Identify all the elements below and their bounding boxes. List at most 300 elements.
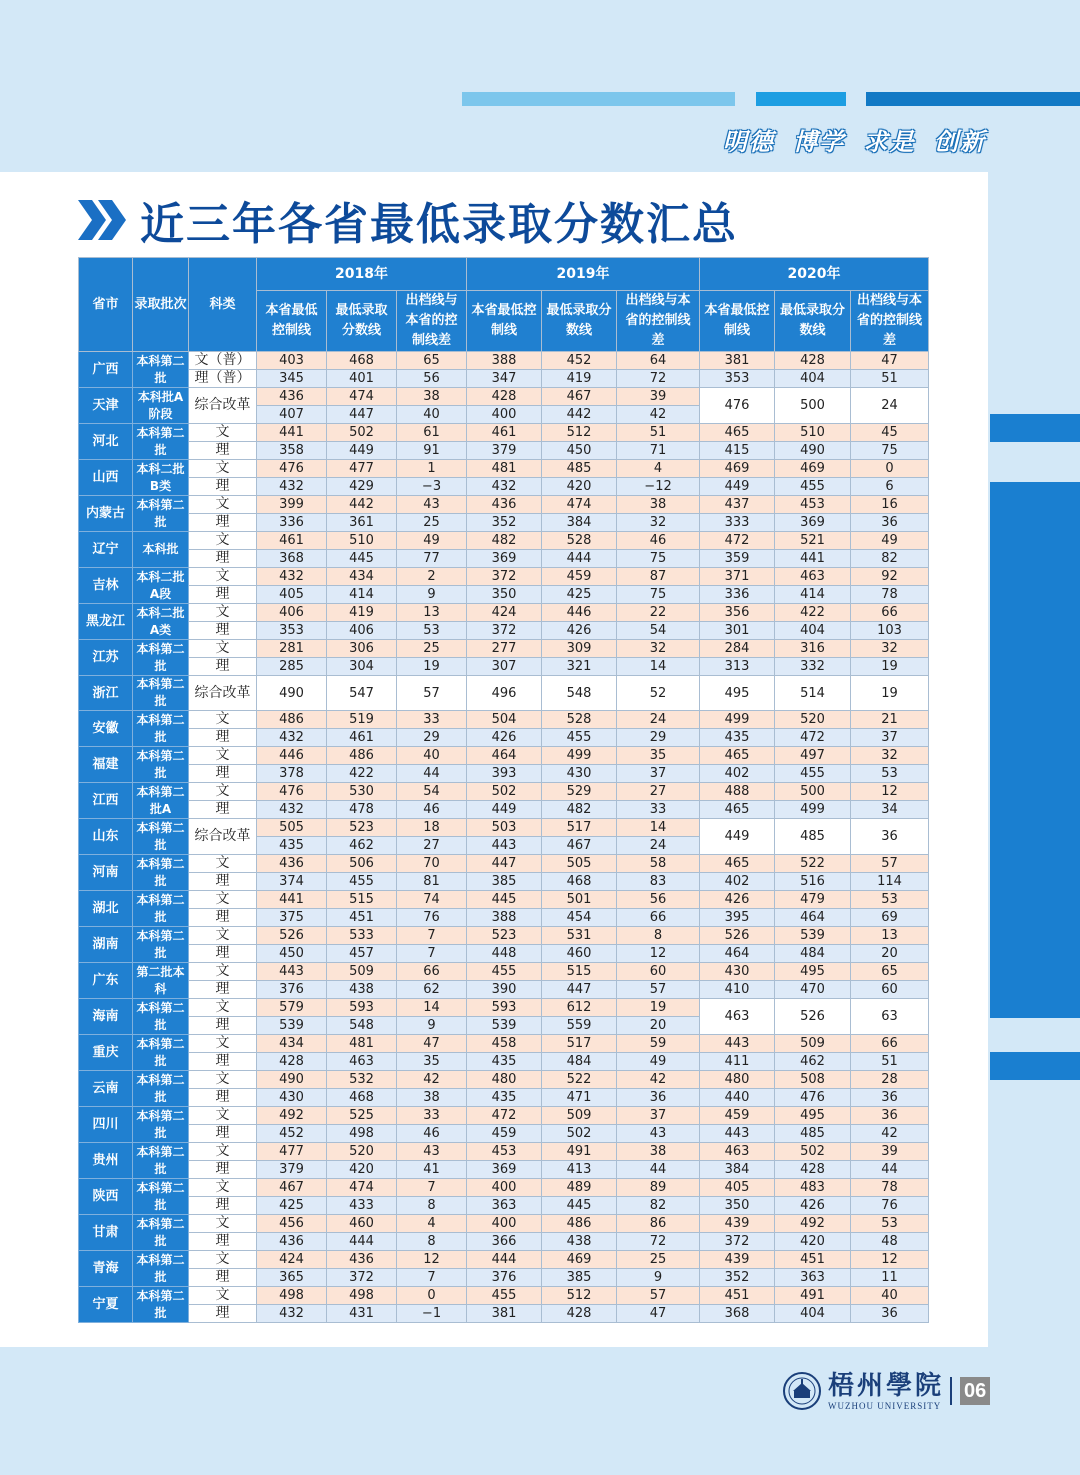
score-cell: 86 [617, 1215, 700, 1233]
score-cell: 21 [851, 711, 929, 729]
score-cell: 36 [851, 1305, 929, 1323]
score-cell: 19 [851, 658, 929, 676]
score-cell: 7 [397, 927, 467, 945]
table-row [79, 442, 929, 460]
score-cell: 0 [851, 460, 929, 478]
subject-cell: 综合改革 [189, 676, 257, 711]
score-cell: 53 [851, 1215, 929, 1233]
score-cell: 514 [775, 676, 851, 711]
score-cell: 428 [542, 1305, 617, 1323]
score-cell: 539 [775, 927, 851, 945]
score-cell: 444 [542, 550, 617, 568]
score-cell: 459 [542, 568, 617, 586]
score-cell: 4 [617, 460, 700, 478]
score-cell: 489 [542, 1179, 617, 1197]
score-cell: 436 [257, 388, 327, 406]
score-cell: 485 [542, 460, 617, 478]
province-cell: 山西 [79, 460, 133, 496]
score-cell: 411 [700, 1053, 775, 1071]
score-cell: 353 [700, 370, 775, 388]
score-cell: 447 [467, 855, 542, 873]
score-cell: 486 [257, 711, 327, 729]
score-cell: 455 [775, 765, 851, 783]
score-cell: 432 [257, 568, 327, 586]
score-cell: 435 [257, 837, 327, 855]
score-cell: 61 [397, 424, 467, 442]
score-cell: 7 [397, 945, 467, 963]
header-year-2019: 2019年 [467, 258, 700, 291]
score-cell: 13 [397, 604, 467, 622]
score-cell: 48 [851, 1233, 929, 1251]
score-cell: 332 [775, 658, 851, 676]
score-cell: 439 [700, 1215, 775, 1233]
table-row [79, 550, 929, 568]
score-cell: 515 [542, 963, 617, 981]
score-cell: 442 [327, 496, 397, 514]
table-row [79, 909, 929, 927]
score-cell: 56 [397, 370, 467, 388]
score-cell: 459 [700, 1107, 775, 1125]
subject-cell: 文 [189, 496, 257, 514]
score-cell: 333 [700, 514, 775, 532]
score-cell: 24 [617, 837, 700, 855]
score-cell: 459 [467, 1125, 542, 1143]
score-cell: 500 [775, 388, 851, 424]
score-cell: 390 [467, 981, 542, 999]
table-row [79, 352, 929, 370]
score-cell: 76 [397, 909, 467, 927]
score-cell: 57 [617, 981, 700, 999]
score-cell: 450 [542, 442, 617, 460]
score-cell: 70 [397, 855, 467, 873]
score-cell: 425 [257, 1197, 327, 1215]
subject-cell: 理（普） [189, 370, 257, 388]
batch-cell: 第二批本科 [133, 963, 189, 999]
score-cell: 368 [257, 550, 327, 568]
province-cell: 云南 [79, 1071, 133, 1107]
score-cell: 38 [397, 1089, 467, 1107]
score-cell: 502 [775, 1143, 851, 1161]
score-cell: 65 [397, 352, 467, 370]
table-row [79, 514, 929, 532]
province-cell: 天津 [79, 388, 133, 424]
score-cell: 456 [257, 1215, 327, 1233]
score-cell: 7 [397, 1269, 467, 1287]
score-cell: 548 [327, 1017, 397, 1035]
score-cell: 20 [851, 945, 929, 963]
score-cell: 43 [397, 1143, 467, 1161]
province-cell: 山东 [79, 819, 133, 855]
batch-cell: 本科第二批 [133, 424, 189, 460]
score-cell: 309 [542, 640, 617, 658]
table-row [79, 586, 929, 604]
score-cell: 449 [327, 442, 397, 460]
score-cell: 45 [851, 424, 929, 442]
province-cell: 广东 [79, 963, 133, 999]
subject-cell: 理 [189, 478, 257, 496]
score-cell: 482 [467, 532, 542, 550]
score-cell: 463 [327, 1053, 397, 1071]
score-cell: 457 [327, 945, 397, 963]
score-cell: 426 [700, 891, 775, 909]
score-cell: 465 [700, 855, 775, 873]
score-cell: 40 [397, 747, 467, 765]
score-cell: 451 [775, 1251, 851, 1269]
score-cell: 46 [397, 801, 467, 819]
score-cell: 486 [327, 747, 397, 765]
score-cell: 430 [257, 1089, 327, 1107]
batch-cell: 本科第二批 [133, 891, 189, 927]
score-cell: 445 [467, 891, 542, 909]
score-cell: 476 [257, 783, 327, 801]
score-cell: 437 [700, 496, 775, 514]
score-cell: 424 [257, 1251, 327, 1269]
score-cell: 25 [397, 640, 467, 658]
score-cell: 434 [327, 568, 397, 586]
score-cell: 426 [775, 1197, 851, 1215]
subject-cell: 文 [189, 1035, 257, 1053]
score-cell: 365 [257, 1269, 327, 1287]
score-cell: 14 [617, 819, 700, 837]
subject-cell: 理 [189, 873, 257, 891]
score-cell: 313 [700, 658, 775, 676]
score-cell: 53 [397, 622, 467, 640]
table-row [79, 927, 929, 945]
table-row [79, 711, 929, 729]
score-cell: 352 [467, 514, 542, 532]
batch-cell: 本科第二批 [133, 1071, 189, 1107]
score-cell: 57 [617, 1287, 700, 1305]
subject-cell: 文（普） [189, 352, 257, 370]
score-cell: 372 [467, 622, 542, 640]
subject-cell: 理 [189, 729, 257, 747]
batch-cell: 本科第二批 [133, 1179, 189, 1215]
score-cell: 517 [542, 819, 617, 837]
batch-cell: 本科第二批 [133, 819, 189, 855]
score-cell: 434 [257, 1035, 327, 1053]
table-row [79, 873, 929, 891]
score-cell: 467 [542, 388, 617, 406]
score-cell: 439 [700, 1251, 775, 1269]
table-row [79, 568, 929, 586]
subject-cell: 文 [189, 927, 257, 945]
score-cell: 445 [327, 550, 397, 568]
score-cell: 420 [327, 1161, 397, 1179]
score-cell: 428 [257, 1053, 327, 1071]
score-cell: 285 [257, 658, 327, 676]
score-cell: 505 [257, 819, 327, 837]
subject-cell: 理 [189, 550, 257, 568]
university-emblem-icon [782, 1371, 822, 1411]
score-cell: 384 [542, 514, 617, 532]
score-cell: 33 [397, 711, 467, 729]
score-cell: 8 [397, 1197, 467, 1215]
batch-cell: 本科第二批 [133, 640, 189, 676]
score-cell: 526 [775, 999, 851, 1035]
score-cell: 376 [467, 1269, 542, 1287]
score-cell: 38 [617, 1143, 700, 1161]
title-block [78, 190, 738, 250]
logo-english-name: WUZHOU UNIVERSITY [828, 1401, 942, 1411]
subject-cell: 文 [189, 424, 257, 442]
header-year-2020: 2020年 [700, 258, 929, 291]
score-cell: 593 [327, 999, 397, 1017]
score-cell: 13 [851, 927, 929, 945]
score-cell: 47 [617, 1305, 700, 1323]
score-cell: 440 [700, 1089, 775, 1107]
score-cell: 488 [700, 783, 775, 801]
score-cell: 388 [467, 352, 542, 370]
score-cell: 499 [775, 801, 851, 819]
subheader-2019-min-score: 最低录取分数线 [542, 291, 617, 352]
table-row [79, 765, 929, 783]
score-cell: 369 [467, 550, 542, 568]
subject-cell: 文 [189, 640, 257, 658]
score-cell: 548 [542, 676, 617, 711]
province-cell: 贵州 [79, 1143, 133, 1179]
score-cell: 472 [467, 1107, 542, 1125]
score-cell: 495 [775, 1107, 851, 1125]
subheader-2018-min-score: 最低录取分数线 [327, 291, 397, 352]
score-cell: 451 [700, 1287, 775, 1305]
score-cell: 579 [257, 999, 327, 1017]
batch-cell: 本科批A阶段 [133, 388, 189, 424]
batch-cell: 本科第二批 [133, 676, 189, 711]
subject-cell: 理 [189, 1233, 257, 1251]
score-cell: 304 [327, 658, 397, 676]
score-cell: 443 [700, 1035, 775, 1053]
score-cell: 384 [700, 1161, 775, 1179]
score-cell: 36 [851, 1107, 929, 1125]
score-cell: 347 [467, 370, 542, 388]
batch-cell: 本科第二批 [133, 1035, 189, 1071]
table-row [79, 1071, 929, 1089]
batch-cell: 本科第二批 [133, 927, 189, 963]
score-cell: 66 [617, 909, 700, 927]
score-cell: 53 [851, 891, 929, 909]
score-cell: 41 [397, 1161, 467, 1179]
score-cell: 455 [542, 729, 617, 747]
score-cell: 523 [327, 819, 397, 837]
subject-cell: 文 [189, 1215, 257, 1233]
score-cell: 526 [700, 927, 775, 945]
header-province: 省市 [79, 258, 133, 352]
header-subject: 科类 [189, 258, 257, 352]
score-cell: 441 [775, 550, 851, 568]
score-cell: 474 [327, 388, 397, 406]
score-cell: 385 [542, 1269, 617, 1287]
subject-cell: 文 [189, 568, 257, 586]
score-cell: 66 [397, 963, 467, 981]
score-cell: 474 [327, 1179, 397, 1197]
score-cell: 432 [467, 478, 542, 496]
score-cell: 449 [700, 819, 775, 855]
score-cell: 496 [467, 676, 542, 711]
table-row [79, 1233, 929, 1251]
score-cell: 455 [775, 478, 851, 496]
score-cell: 368 [700, 1305, 775, 1323]
score-cell: 352 [700, 1269, 775, 1287]
score-cell: 12 [851, 1251, 929, 1269]
score-cell: 87 [617, 568, 700, 586]
score-cell: 516 [775, 873, 851, 891]
subheader-2019-control-line: 本省最低控制线 [467, 291, 542, 352]
score-cell: 403 [257, 352, 327, 370]
score-cell: 60 [851, 981, 929, 999]
score-cell: 509 [775, 1035, 851, 1053]
score-cell: 43 [397, 496, 467, 514]
score-cell: 455 [467, 963, 542, 981]
subject-cell: 理 [189, 1305, 257, 1323]
province-cell: 重庆 [79, 1035, 133, 1071]
table-row [79, 1287, 929, 1305]
score-cell: 504 [467, 711, 542, 729]
score-cell: 506 [327, 855, 397, 873]
subheader-2018-control-line: 本省最低控制线 [257, 291, 327, 352]
score-cell: 71 [617, 442, 700, 460]
score-cell: 36 [851, 514, 929, 532]
subject-cell: 文 [189, 855, 257, 873]
score-cell: 468 [542, 873, 617, 891]
score-cell: 12 [851, 783, 929, 801]
score-cell: 44 [397, 765, 467, 783]
score-cell: 474 [542, 496, 617, 514]
score-cell: 32 [851, 747, 929, 765]
score-cell: 498 [327, 1125, 397, 1143]
score-cell: 455 [327, 873, 397, 891]
score-cell: 284 [700, 640, 775, 658]
score-cell: 46 [617, 532, 700, 550]
score-cell: 22 [617, 604, 700, 622]
score-cell: 460 [327, 1215, 397, 1233]
score-cell: 316 [775, 640, 851, 658]
score-cell: 20 [617, 1017, 700, 1035]
score-cell: 321 [542, 658, 617, 676]
score-cell: 385 [467, 873, 542, 891]
score-cell: 25 [397, 514, 467, 532]
subject-cell: 理 [189, 1269, 257, 1287]
score-cell: 395 [700, 909, 775, 927]
table-row [79, 460, 929, 478]
slogan: 明德 博学 求是 创新 [722, 128, 986, 156]
side-bar-middle [990, 482, 1080, 1018]
batch-cell: 本科二批A类 [133, 604, 189, 640]
score-cell: 9 [397, 586, 467, 604]
score-cell: 372 [467, 568, 542, 586]
score-cell: 484 [775, 945, 851, 963]
table-row [79, 1305, 929, 1323]
score-cell: 490 [257, 1071, 327, 1089]
score-cell: 89 [617, 1179, 700, 1197]
score-cell: 277 [467, 640, 542, 658]
score-cell: 492 [257, 1107, 327, 1125]
score-cell: 83 [617, 873, 700, 891]
score-cell: 481 [467, 460, 542, 478]
score-cell: 420 [775, 1233, 851, 1251]
score-cell: 400 [467, 1179, 542, 1197]
score-cell: 430 [700, 963, 775, 981]
score-cell: 519 [327, 711, 397, 729]
table-row [79, 819, 929, 837]
score-cell: 399 [257, 496, 327, 514]
province-cell: 河南 [79, 855, 133, 891]
score-cell: 372 [700, 1233, 775, 1251]
score-cell: 476 [700, 388, 775, 424]
score-cell: 404 [775, 622, 851, 640]
score-cell: 481 [327, 1035, 397, 1053]
score-cell: 468 [327, 1089, 397, 1107]
table-row [79, 496, 929, 514]
score-cell: 36 [617, 1089, 700, 1107]
score-cell: 8 [397, 1233, 467, 1251]
table-row [79, 622, 929, 640]
score-cell: 471 [542, 1089, 617, 1107]
side-bar-bottom [990, 1052, 1080, 1080]
score-cell: 35 [617, 747, 700, 765]
score-cell: 404 [775, 1305, 851, 1323]
score-cell: 37 [617, 765, 700, 783]
decor-bar-dark [866, 92, 1080, 106]
province-cell: 内蒙古 [79, 496, 133, 532]
score-cell: 433 [327, 1197, 397, 1215]
score-cell: 422 [327, 765, 397, 783]
double-chevron-icon [78, 196, 130, 244]
score-cell: 520 [775, 711, 851, 729]
batch-cell: 本科第二批 [133, 496, 189, 532]
subject-cell: 文 [189, 999, 257, 1017]
score-cell: 452 [542, 352, 617, 370]
score-cell: 356 [700, 604, 775, 622]
score-cell: 75 [617, 550, 700, 568]
page-title: 近三年各省最低录取分数汇总 [140, 199, 738, 250]
score-cell: 25 [617, 1251, 700, 1269]
table-row [79, 729, 929, 747]
score-cell: 612 [542, 999, 617, 1017]
decor-bar-light [462, 92, 735, 106]
score-cell: 501 [542, 891, 617, 909]
score-cell: 450 [257, 945, 327, 963]
score-cell: 593 [467, 999, 542, 1017]
score-cell: 72 [617, 1233, 700, 1251]
score-cell: 6 [851, 478, 929, 496]
score-cell: 336 [700, 586, 775, 604]
score-cell: 438 [542, 1233, 617, 1251]
score-cell: 350 [467, 586, 542, 604]
table-row [79, 1089, 929, 1107]
score-cell: 522 [542, 1071, 617, 1089]
score-cell: 476 [257, 460, 327, 478]
province-cell: 福建 [79, 747, 133, 783]
score-cell: 435 [467, 1089, 542, 1107]
score-cell: 376 [257, 981, 327, 999]
score-cell: 415 [700, 442, 775, 460]
score-cell: 66 [851, 604, 929, 622]
score-cell: 502 [542, 1125, 617, 1143]
score-cell: 32 [617, 640, 700, 658]
score-cell: 430 [542, 765, 617, 783]
score-cell: 307 [467, 658, 542, 676]
subject-cell: 文 [189, 1071, 257, 1089]
score-cell: −3 [397, 478, 467, 496]
subject-cell: 理 [189, 1161, 257, 1179]
subject-cell: 理 [189, 945, 257, 963]
score-cell: 40 [397, 406, 467, 424]
score-cell: 345 [257, 370, 327, 388]
table-row [79, 1215, 929, 1233]
subject-cell: 文 [189, 604, 257, 622]
score-cell: 49 [617, 1053, 700, 1071]
score-cell: 92 [851, 568, 929, 586]
